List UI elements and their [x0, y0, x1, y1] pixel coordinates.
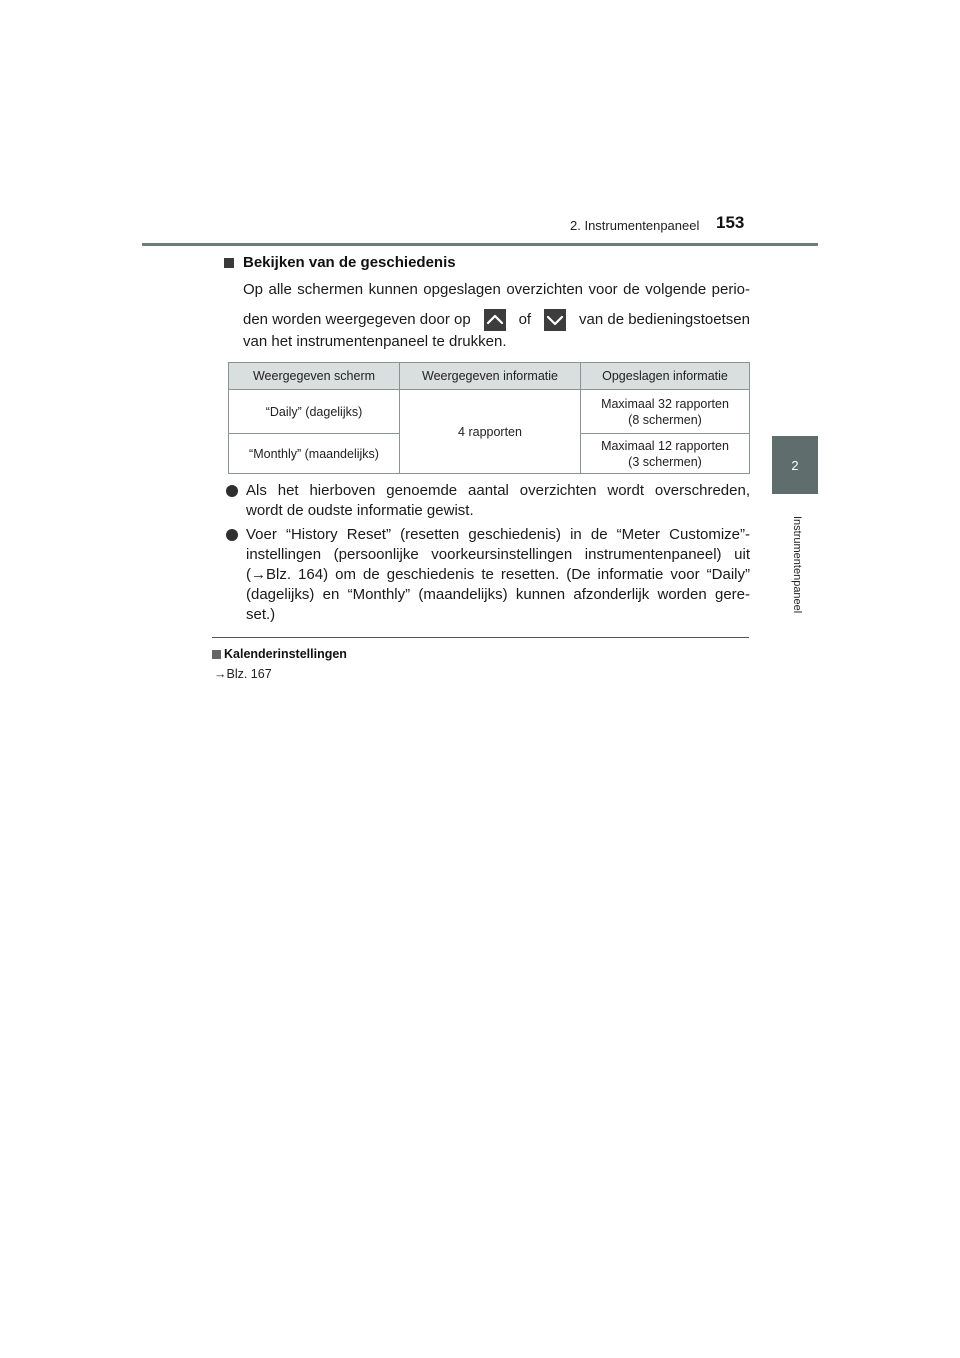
intro-line-1: Op alle schermen kunnen opgeslagen overzichten voor de volgende perio-	[243, 281, 750, 298]
calendar-page-reference[interactable]: →Blz. 167	[214, 667, 272, 681]
bullet-2-line-4: (dagelijks) en “Monthly” (maandelijks) kunnen afzonderlijk worden gere-	[246, 586, 750, 603]
table-cell-stored	[581, 390, 750, 434]
chapter-tab-label: Instrumentenpaneel	[791, 516, 803, 614]
bullet-2-line-3: (→Blz. 164) om de geschiedenis te resetten. (De informatie voor “Daily”	[246, 566, 750, 583]
intro-line-2-mid: of	[518, 311, 532, 328]
history-table	[228, 362, 750, 474]
chevron-up-icon	[484, 309, 506, 331]
stored-line-1: Maximaal 32 rapporten	[601, 396, 729, 411]
stored-line-2: (8 schermen)	[628, 412, 702, 427]
section-heading: Bekijken van de geschiedenis	[243, 254, 456, 271]
table-cell-info: 4 rapporten	[400, 390, 581, 474]
table-header-cell: Opgeslagen informatie	[581, 363, 750, 390]
section-square-bullet	[224, 258, 234, 268]
bullet-dot	[226, 485, 238, 497]
bullet-2-line-1: Voer “History Reset” (resetten geschiedenis) in de “Meter Customize”-	[246, 526, 750, 543]
chapter-tab: 2	[772, 436, 818, 494]
page-number: 153	[716, 213, 745, 232]
bullet-1-line-2: wordt de oudste informatie gewist.	[246, 502, 474, 519]
table-header-cell: Weergegeven scherm	[229, 363, 400, 390]
chevron-down-icon	[544, 309, 566, 331]
running-header: 2. Instrumentenpaneel	[570, 218, 700, 233]
stored-line-2: (3 schermen)	[628, 454, 702, 469]
calendar-heading: Kalenderinstellingen	[224, 647, 347, 661]
table-cell-screen: “Monthly” (maandelijks)	[229, 434, 400, 474]
bullet-1-line-1: Als het hierboven genoemde aantal overzichten wordt overschreden,	[246, 482, 750, 499]
intro-line-2-post: van de bedieningstoetsen	[579, 311, 750, 328]
table-header-cell: Weergegeven informatie	[400, 363, 581, 390]
intro-line-3: van het instrumentenpaneel te drukken.	[243, 333, 507, 350]
intro-line-2	[243, 308, 750, 332]
bullet-2-line-2: instellingen (persoonlijke voorkeursinstellingen instrumentenpaneel) uit	[246, 546, 750, 563]
bullet-2-line-5: set.)	[246, 606, 276, 623]
header-rule	[142, 243, 818, 246]
bullet-dot	[226, 529, 238, 541]
table-cell-screen: “Daily” (dagelijks)	[229, 390, 400, 434]
table-cell-stored	[581, 434, 750, 474]
table-header-row	[229, 363, 750, 390]
table-row	[229, 390, 750, 434]
stored-line-1: Maximaal 12 rapporten	[601, 438, 729, 453]
intro-line-2-pre: den worden weergegeven door op	[243, 311, 471, 328]
section-divider	[212, 637, 749, 638]
calendar-square-bullet	[212, 650, 221, 659]
